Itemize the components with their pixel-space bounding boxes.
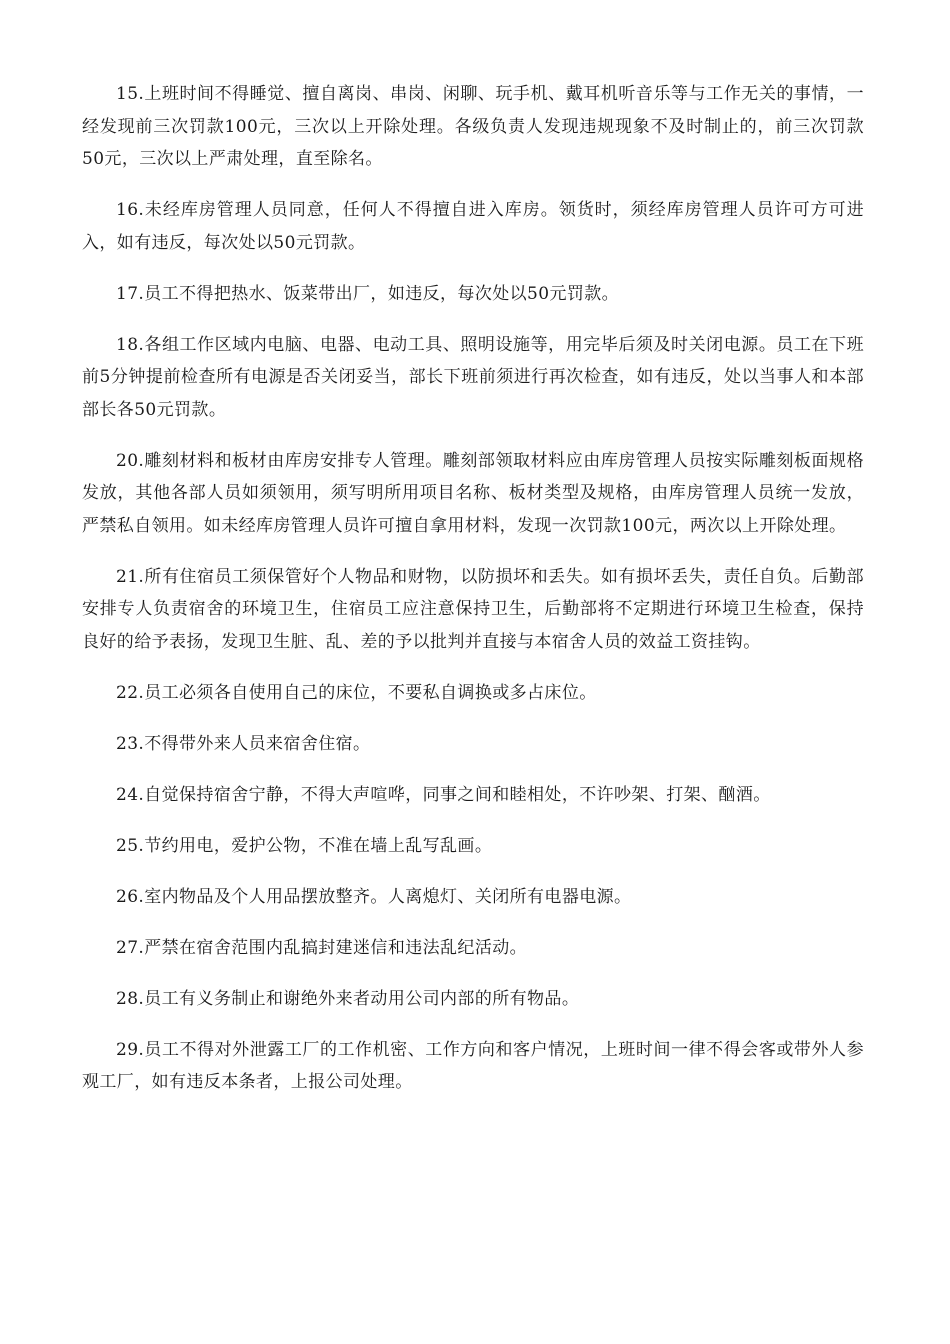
rule-26-paragraph: 26.室内物品及个人用品摆放整齐。人离熄灯、关闭所有电器电源。	[116, 886, 632, 907]
rule-24-paragraph: 24.自觉保持宿舍宁静，不得大声喧哗，同事之间和睦相处，不许吵架、打架、酗酒。	[116, 784, 771, 805]
rule-29-paragraph: 29.员工不得对外泄露工厂的工作机密、工作方向和客户情况，上班时间一律不得会客或带外人参观工厂，如有违反本条者，上报公司处理。	[82, 1039, 864, 1092]
rule-21-paragraph: 21.所有住宿员工须保管好个人物品和财物，以防损坏和丢失。如有损坏丢失，责任自负。后勤部安排专人负责宿舍的环境卫生，住宿员工应注意保持卫生，后勤部将不定期进行环境卫生检查，保持良好的给予表扬，发现卫生脏、乱、差的予以批判并直接与本宿舍人员的效益工资挂钩。	[82, 566, 864, 652]
rule-28-paragraph: 28.员工有义务制止和谢绝外来者动用公司内部的所有物品。	[116, 988, 580, 1009]
rule-27-paragraph: 27.严禁在宿舍范围内乱搞封建迷信和违法乱纪活动。	[116, 937, 528, 958]
rule-17-paragraph: 17.员工不得把热水、饭菜带出厂，如违反，每次处以50元罚款。	[116, 283, 620, 304]
rule-25-paragraph: 25.节约用电，爱护公物，不准在墙上乱写乱画。	[116, 835, 493, 856]
rule-18-paragraph: 18.各组工作区域内电脑、电器、电动工具、照明设施等，用完毕后须及时关闭电源。员工在下班前5分钟提前检查所有电源是否关闭妥当，部长下班前须进行再次检查，如有违反，处以当事人和本部部长各50元罚款。	[82, 334, 864, 420]
rule-22-paragraph: 22.员工必须各自使用自己的床位，不要私自调换或多占床位。	[116, 682, 597, 703]
rule-16-paragraph: 16.未经库房管理人员同意，任何人不得擅自进入库房。领货时，须经库房管理人员许可方可进入，如有违反，每次处以50元罚款。	[82, 200, 864, 253]
rule-15-paragraph: 15.上班时间不得睡觉、擅自离岗、串岗、闲聊、玩手机、戴耳机听音乐等与工作无关的事情，一经发现前三次罚款100元，三次以上开除处理。各级负责人发现违规现象不及时制止的，前三次罚款50元，三次以上严肃处理，直至除名。	[82, 84, 864, 169]
rule-20-paragraph: 20.雕刻材料和板材由库房安排专人管理。雕刻部领取材料应由库房管理人员按实际雕刻板面规格发放，其他各部人员如须领用，须写明所用项目名称、板材类型及规格，由库房管理人员统一发放，严禁私自领用。如未经库房管理人员许可擅自拿用材料，发现一次罚款100元，两次以上开除处理。	[82, 450, 864, 536]
rule-23-paragraph: 23.不得带外来人员来宿舍住宿。	[116, 733, 371, 754]
